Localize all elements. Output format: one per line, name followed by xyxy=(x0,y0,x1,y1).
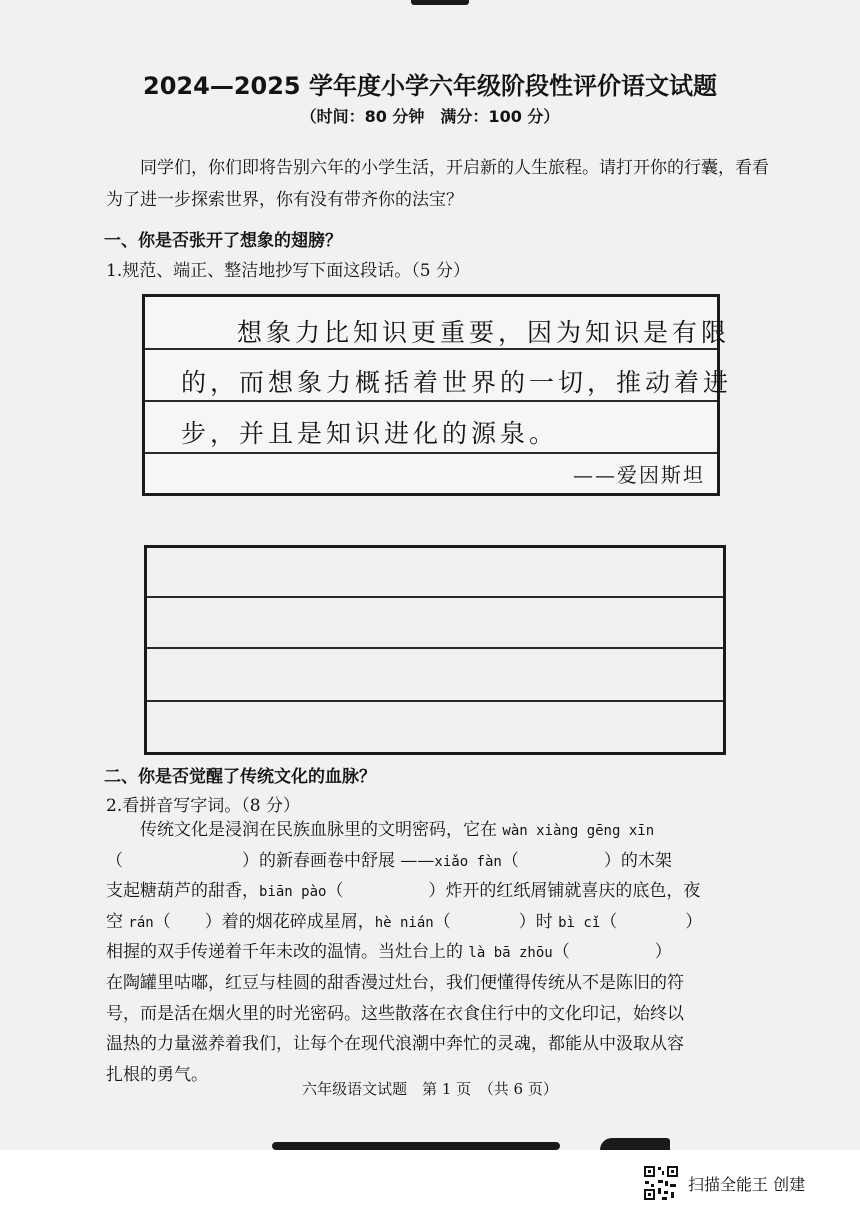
scan-edge-mark xyxy=(272,1142,560,1150)
passage-line: 号，而是活在烟火里的时光密码。这些散落在衣食住行中的文化印记，始终以 xyxy=(106,1003,684,1024)
pinyin-prompt: wàn xiàng gēng xīn xyxy=(502,823,655,839)
quote-rule xyxy=(145,452,717,454)
pinyin-passage xyxy=(106,815,778,1090)
answer-blank[interactable]: （ ） xyxy=(552,942,672,963)
answer-blank[interactable]: （ ）的木架 xyxy=(501,850,672,871)
exam-title: 2024—2025 学年度小学六年级阶段性评价语文试题 xyxy=(143,72,717,100)
pinyin-prompt: rán xyxy=(128,914,154,931)
passage-line xyxy=(106,846,778,877)
answer-blank[interactable]: （ ） xyxy=(600,911,703,932)
answer-blank[interactable]: （ ）炸开的红纸屑铺就喜庆的底色，夜 xyxy=(326,881,701,902)
pinyin-prompt: bì cǐ xyxy=(558,914,601,931)
scanner-watermark xyxy=(642,1165,805,1201)
question-2: 2.看拼音写字词。（8 分） xyxy=(106,796,300,816)
passage-text: 传统文化是浸润在民族血脉里的文明密码，它在 xyxy=(140,820,503,840)
watermark-label: 扫描全能王 创建 xyxy=(688,1174,806,1194)
writing-rule xyxy=(147,700,723,702)
pinyin-prompt: biān pào xyxy=(259,884,327,901)
passage-line: 在陶罐里咕嘟，红豆与桂圆的甜香漫过灶台，我们便懂得传统从不是陈旧的符 xyxy=(106,972,684,993)
writing-rule xyxy=(147,647,723,649)
passage-line xyxy=(106,876,778,907)
section-1-heading: 一、你是否张开了想象的翅膀？ xyxy=(104,231,342,251)
passage-text: 相握的双手传递着千年未改的温情。当灶台上的 xyxy=(106,942,469,963)
section-2-heading: 二、你是否觉醒了传统文化的血脉？ xyxy=(104,767,376,787)
page-footer: 六年级语文试题 第 1 页 （共 6 页） xyxy=(302,1080,558,1098)
passage-line: 扎根的勇气。 xyxy=(106,1064,208,1085)
quote-box xyxy=(142,294,733,496)
quote-line-2: 的，而想象力概括着世界的一切，推动着进 xyxy=(181,368,733,397)
pinyin-prompt: hè nián xyxy=(374,914,434,931)
question-1: 1.规范、端正、整洁地抄写下面这段话。（5 分） xyxy=(106,261,470,281)
passage-line: 温热的力量滋养着我们，让每个在现代浪潮中奔忙的灵魂，都能从中汲取从容 xyxy=(106,1034,684,1055)
pinyin-prompt: xiǎo fàn xyxy=(434,853,502,870)
passage-text: 空 xyxy=(106,911,129,932)
quote-line-1: 想象力比知识更重要，因为知识是有限 xyxy=(237,318,731,347)
intro-paragraph: 同学们，你们即将告别六年的小学生活，开启新的人生旅程。请打开你的行囊，看看为了进一步探索世界，你有没有带齐你的法宝？ xyxy=(106,158,769,210)
answer-blank[interactable]: （ ）时 xyxy=(433,911,559,932)
qr-code-icon xyxy=(642,1164,680,1202)
quote-rule xyxy=(145,348,717,350)
scan-edge-mark xyxy=(600,1138,670,1150)
quote-author: ——爱因斯坦 xyxy=(573,463,705,487)
passage-line xyxy=(106,907,778,938)
copy-writing-box[interactable] xyxy=(144,545,726,755)
pinyin-prompt: là bā zhōu xyxy=(468,945,553,962)
passage-text: 支起糖葫芦的甜香， xyxy=(106,881,259,902)
answer-blank[interactable]: （ ）着的烟花碎成星屑， xyxy=(153,911,375,932)
writing-rule xyxy=(147,596,723,598)
passage-line xyxy=(106,815,778,846)
passage-line xyxy=(106,937,778,968)
quote-line-3: 步，并且是知识进化的源泉。 xyxy=(181,419,559,448)
answer-blank[interactable]: （ ）的新春画卷中舒展 —— xyxy=(106,850,435,871)
scan-top-mark xyxy=(411,0,469,5)
exam-subtitle: （时间：80 分钟 满分：100 分） xyxy=(300,107,560,126)
quote-rule xyxy=(145,400,717,402)
